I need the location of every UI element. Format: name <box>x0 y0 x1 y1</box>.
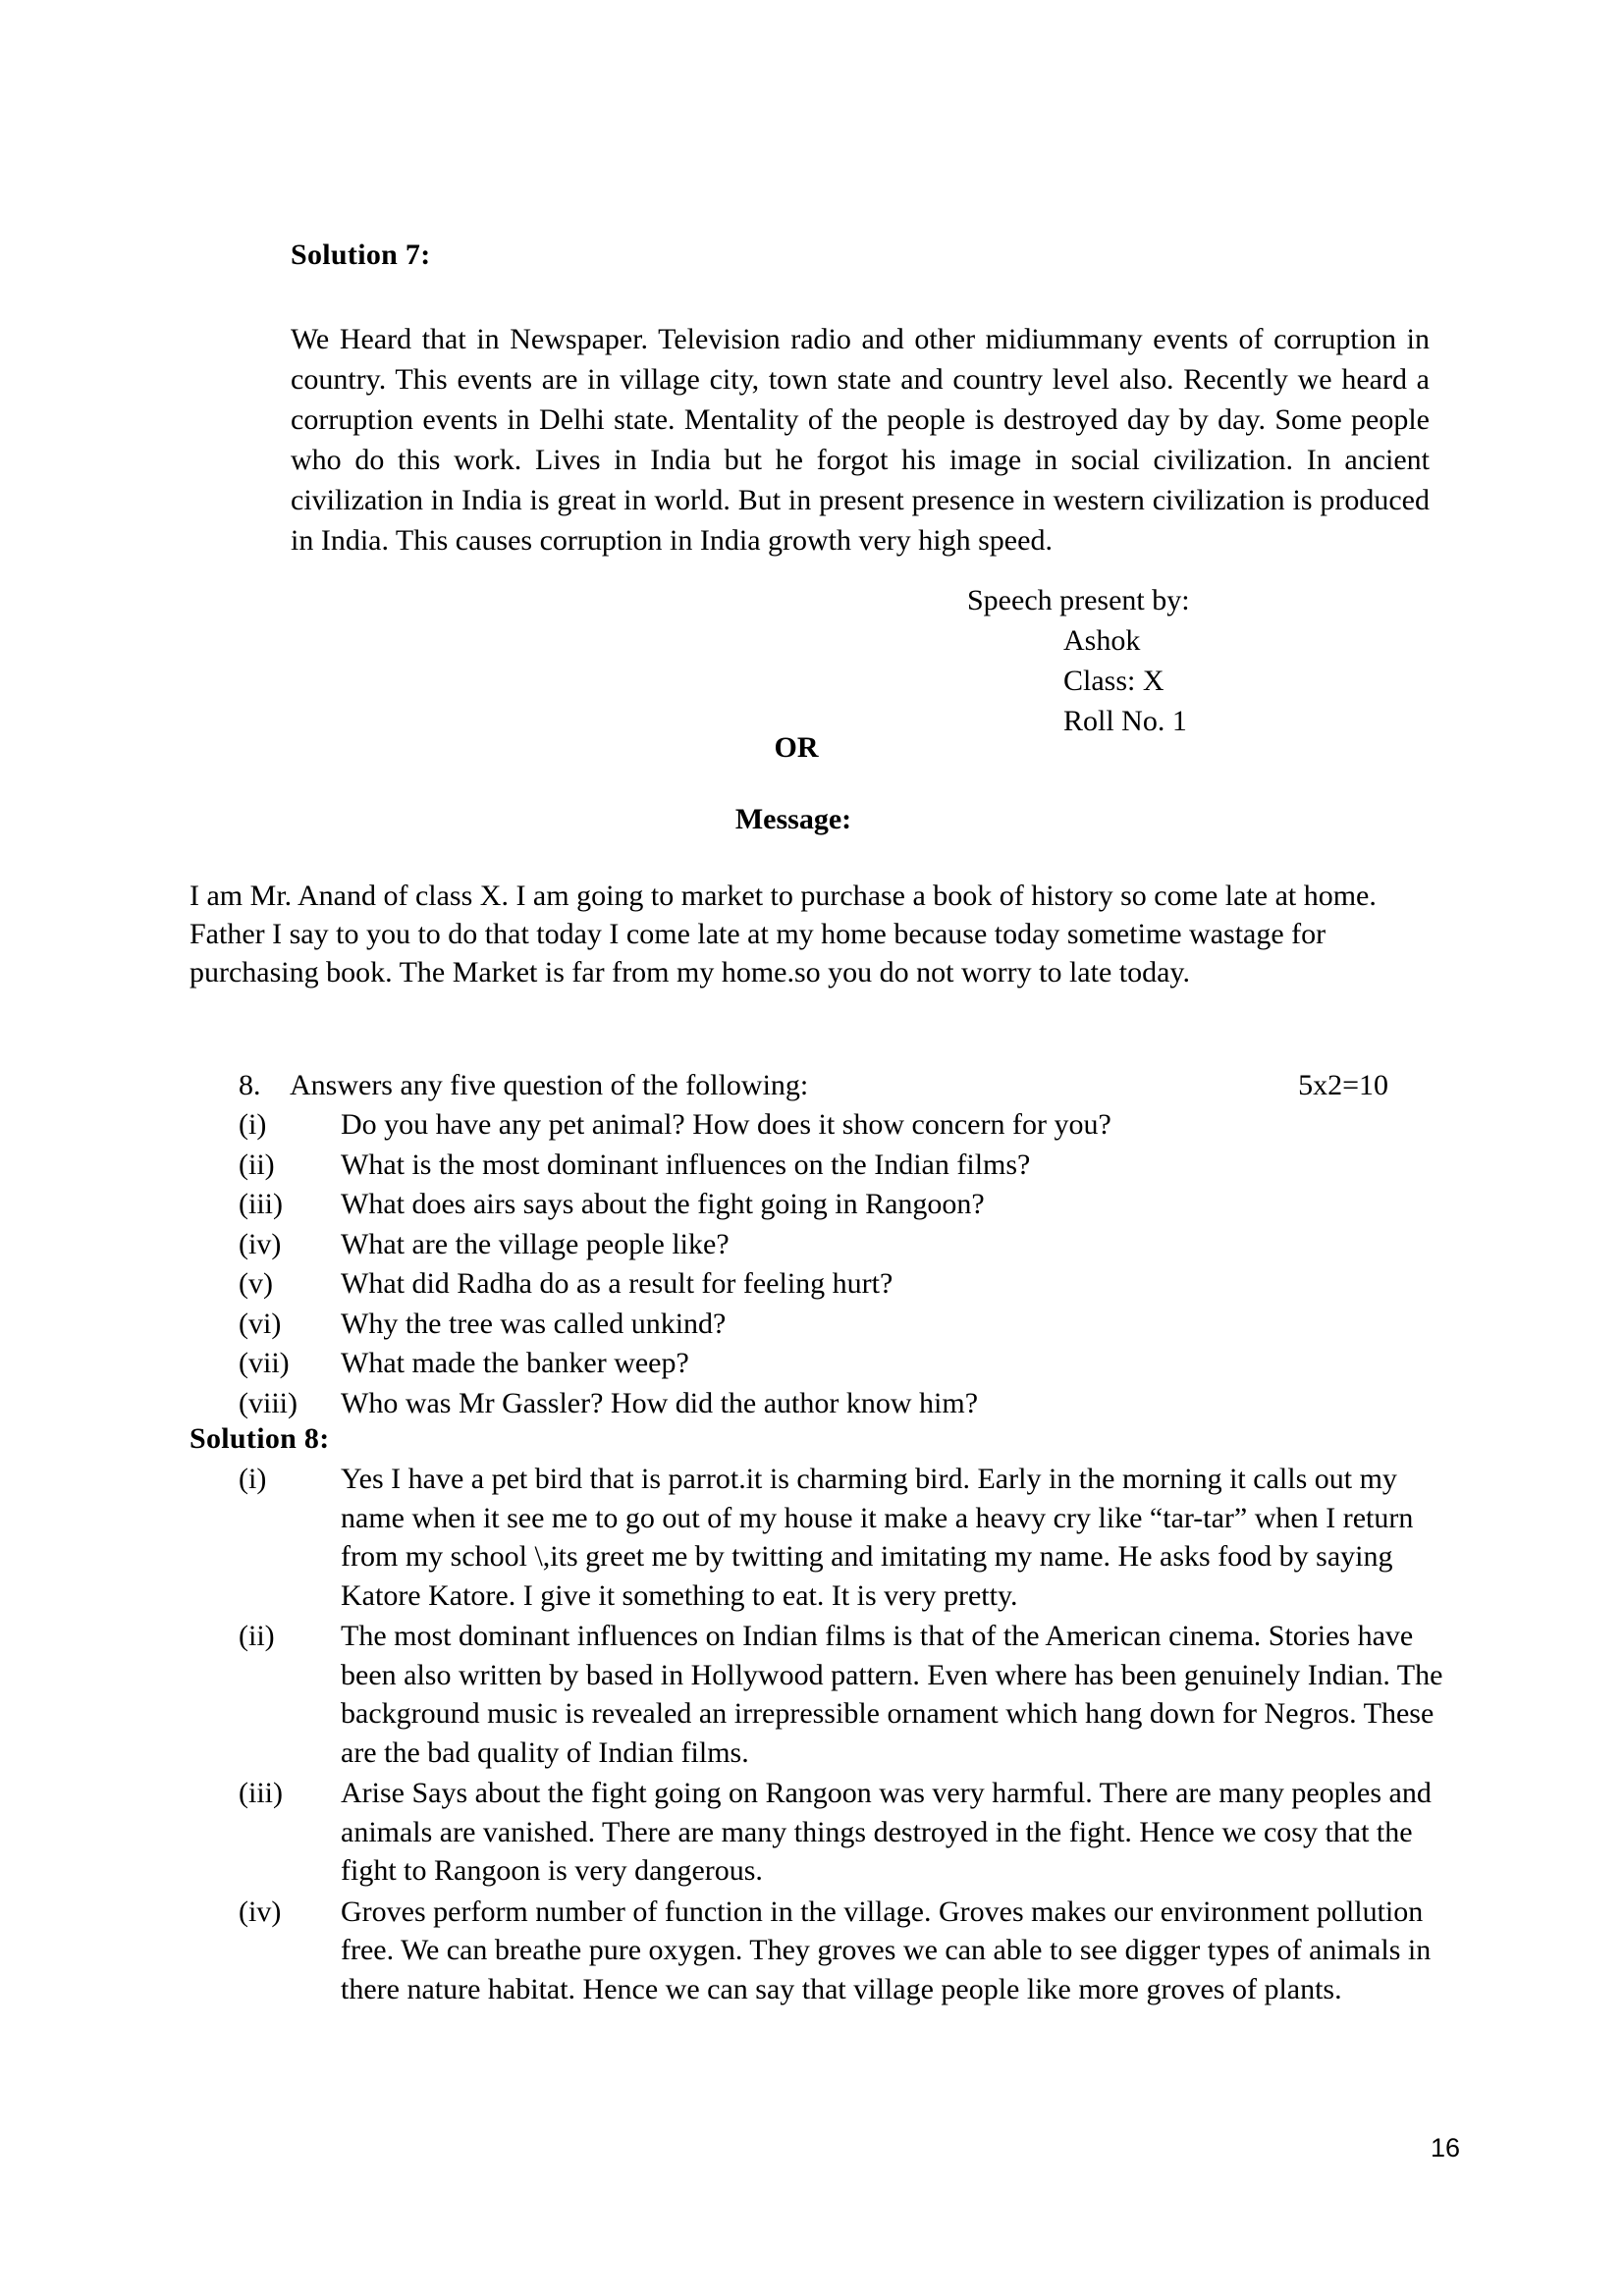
solution-7-paragraph: We Heard that in Newspaper. Television radio and other midiummany events of corruption in country. This events are in village city, town state and country level also. Recently we heard a corruption events in Delhi state. Mentality of the people is destroyed day by day. Some people who do this work. Lives in India but he forgot his image in social civilization. In ancient civilization in India is great in world. But in present presence in western civilization is produced in India. This causes corruption in India growth very high speed. <box>291 323 1430 557</box>
message-heading <box>0 803 1624 836</box>
question-item-text: Do you have any pet animal? How does it show concern for you? <box>341 1108 1111 1141</box>
signature-line-presenter: Speech present by: <box>967 584 1190 616</box>
list-item <box>239 1264 1430 1305</box>
signature-line-class: Class: X <box>1063 665 1164 697</box>
question-8-header <box>239 1065 1430 1105</box>
signature-line-roll-no: Roll No. 1 <box>1063 705 1187 737</box>
question-item-label: (vii) <box>239 1347 290 1379</box>
answer-item-text: Yes I have a pet bird that is parrot.it is charming bird. Early in the morning it calls out my name when it see me to go out of my house it make a heavy cry like “tar-tar” when I return from my school \,its greet me by twitting and imitating my name. He asks food by saying Katore Katore. I give it something to eat. It is very pretty. <box>341 1463 1414 1612</box>
list-item <box>239 1185 1430 1225</box>
solution-7-heading: Solution 7: <box>291 239 431 271</box>
question-item-label: (v) <box>239 1267 273 1300</box>
question-item-label: (vi) <box>239 1307 282 1340</box>
solution-8-heading: Solution 8: <box>189 1422 330 1455</box>
answer-item-label: (iv) <box>239 1895 282 1928</box>
question-8-prompt: Answers any five question of the following: <box>290 1069 809 1101</box>
answer-item-label: (iii) <box>239 1777 283 1809</box>
list-item <box>239 1344 1430 1384</box>
list-item <box>239 1774 1446 1891</box>
list-item <box>239 1384 1430 1424</box>
question-item-label: (viii) <box>239 1386 298 1419</box>
question-item-label: (ii) <box>239 1148 275 1181</box>
or-divider-label: OR <box>774 731 819 764</box>
question-item-text: What does airs says about the fight going in Rangoon? <box>341 1188 985 1220</box>
message-body-paragraph: I am Mr. Anand of class X. I am going to market to purchase a book of history so come late at home. Father I say to you to do that today I come late at my home because today sometime wastage for purchasing book. The Market is far from my home.so you do not worry to late today. <box>189 880 1377 988</box>
answer-item-text: The most dominant influences on Indian films is that of the American cinema. Stories have been also written by based in Hollywood pattern. Even where has been genuinely Indian. The background music is revealed an irrepressible ornament which hang down for Negros. These are the bad quality of Indian films. <box>341 1620 1443 1769</box>
question-item-text: What is the most dominant influences on the Indian films? <box>341 1148 1031 1181</box>
or-divider <box>0 731 1624 765</box>
answer-item-text: Groves perform number of function in the village. Groves makes our environment pollution free. We can breathe pure oxygen. They groves we can able to see digger types of animals in there nature habitat. Hence we can say that village people like more groves of plants. <box>341 1895 1432 2005</box>
speech-signature-block <box>967 580 1190 741</box>
message-heading-label: Message: <box>734 803 852 835</box>
signature-line-name: Ashok <box>1063 624 1141 657</box>
question-item-label: (iv) <box>239 1227 282 1260</box>
answer-item-text: Arise Says about the fight going on Rangoon was very harmful. There are many peoples and animals are vanished. There are many things destroyed in the fight. Hence we cosy that the fight to Rangoon is very dangerous. <box>341 1777 1432 1887</box>
list-item <box>239 1617 1446 1772</box>
question-8-item-list <box>239 1105 1430 1423</box>
question-8-marks: 5x2=10 <box>1298 1069 1388 1101</box>
question-item-text: What made the banker weep? <box>341 1347 689 1379</box>
question-item-label: (i) <box>239 1108 267 1141</box>
question-item-label: (iii) <box>239 1188 283 1220</box>
question-item-text: Why the tree was called unkind? <box>341 1307 727 1340</box>
list-item <box>239 1105 1430 1146</box>
list-item <box>239 1225 1430 1265</box>
answer-item-label: (ii) <box>239 1620 275 1652</box>
answer-item-label: (i) <box>239 1463 267 1495</box>
solution-8-answer-list <box>239 1460 1446 2010</box>
list-item <box>239 1893 1446 2009</box>
question-item-text: What are the village people like? <box>341 1227 730 1260</box>
question-item-text: What did Radha do as a result for feeling hurt? <box>341 1267 893 1300</box>
question-8-number: 8. <box>239 1069 261 1101</box>
list-item <box>239 1305 1430 1345</box>
page-number: 16 <box>1430 2133 1460 2163</box>
list-item <box>239 1460 1446 1615</box>
list-item <box>239 1146 1430 1186</box>
question-item-text: Who was Mr Gassler? How did the author know him? <box>341 1386 979 1419</box>
